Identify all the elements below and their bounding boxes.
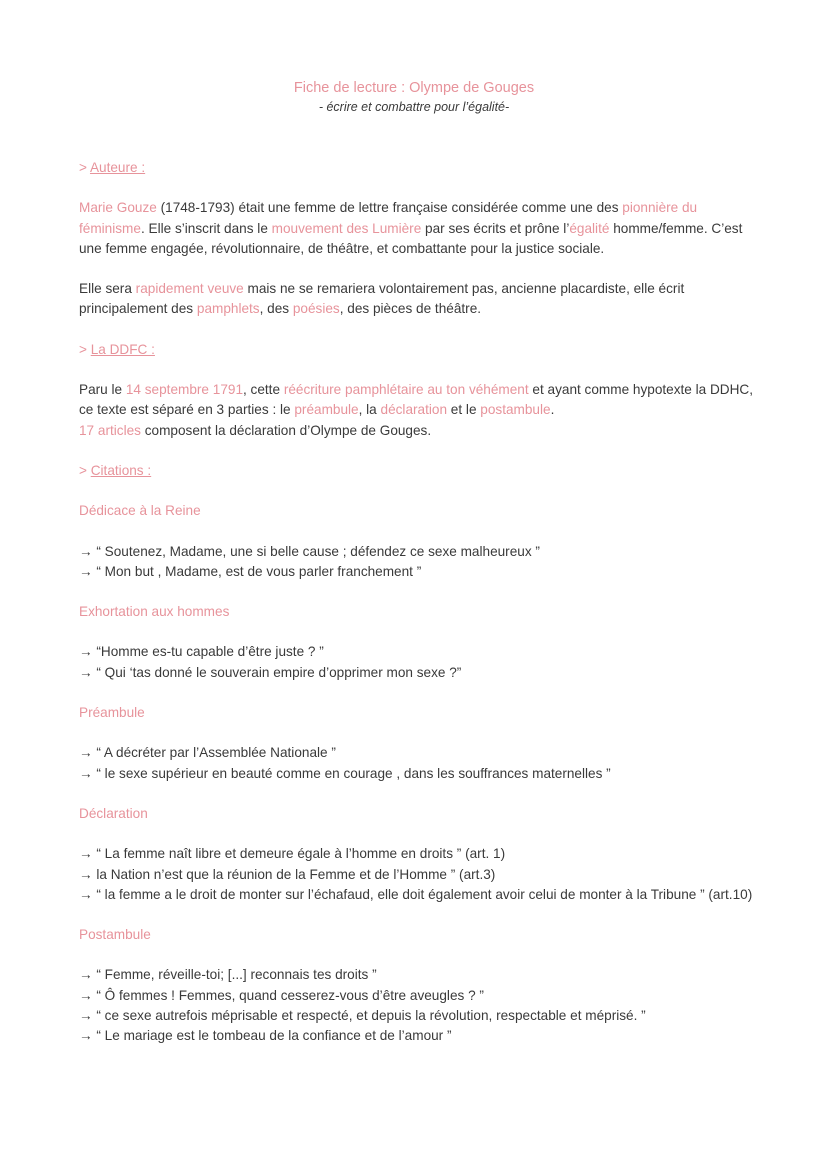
highlight: pamphlets [196, 301, 260, 317]
text-run: par ses écrits et prône l’ [421, 220, 570, 236]
highlight: mouvement des Lumière [271, 220, 422, 236]
text-run: homme/femme. C’est une femme engagée, révolutionnaire, de théâtre, et combattante pour la justice sociale. [79, 220, 743, 256]
text-run: Elle sera [79, 281, 136, 297]
highlight: pionnière du féminisme [79, 200, 698, 236]
page-subtitle: - écrire et combattre pour l’égalité- [318, 100, 510, 114]
text-run: , des [259, 301, 293, 317]
section-heading-auteure [79, 158, 759, 178]
text-run: . [550, 402, 555, 418]
text-run: , des pièces de théâtre. [339, 301, 482, 317]
highlight: rapidement veuve [135, 281, 244, 297]
text-run: (1748-1793) était une femme de lettre française considérée comme une des [156, 200, 623, 216]
quote-item: → “ le sexe supérieur en beauté comme en courage , dans les souffrances maternelles ” [79, 765, 611, 781]
quote-item: → “ A décréter par l’Assemblée Nationale ” [79, 745, 336, 761]
quote-item: → “ ce sexe autrefois méprisable et respecté, et depuis la révolution, respectable et méprisé. ” [79, 1008, 646, 1024]
citation-section-dedicace [79, 501, 759, 582]
heading-prefix: > [79, 160, 90, 175]
citation-category-title: Dédicace à la Reine [79, 503, 201, 519]
text-run: et le [447, 402, 481, 418]
highlight: 14 septembre 1791 [125, 382, 243, 398]
auteure-paragraph-1 [79, 198, 759, 259]
heading-label: Citations : [90, 462, 152, 478]
highlight: 17 articles [79, 422, 141, 438]
ddfc-paragraph [79, 380, 759, 441]
text-run: Paru le [79, 382, 126, 398]
quote-item: → “ la femme a le droit de monter sur l’échafaud, elle doit également avoir celui de monter à la Tribune ” (art.10) [79, 886, 753, 902]
quote-item: → “ Ô femmes ! Femmes, quand cesserez-vous d’être aveugles ? ” [79, 987, 484, 1003]
quote-item: → la Nation n’est que la réunion de la Femme et de l’Homme ” (art.3) [79, 866, 496, 882]
auteure-paragraph-2 [79, 279, 759, 320]
highlight: déclaration [380, 402, 448, 418]
document-body [79, 158, 759, 1047]
text-run: , la [358, 402, 381, 418]
heading-label: Auteure : [89, 160, 146, 175]
header [0, 80, 828, 114]
highlight: postambule [480, 402, 551, 418]
text-run: mais ne se remariera volontairement pas, ancienne placardiste, elle écrit principalement des [79, 281, 685, 317]
quote-item: → “ Mon but , Madame, est de vous parler franchement ” [79, 563, 422, 579]
citation-category-title: Postambule [79, 927, 151, 943]
citation-category-title: Exhortation aux hommes [79, 604, 230, 620]
quote-item: → “ La femme naît libre et demeure égale à l’homme en droits ” (art. 1) [79, 846, 506, 862]
quote-item: → “ Soutenez, Madame, une si belle cause ; défendez ce sexe malheureux ” [79, 543, 540, 559]
citation-category-title: Préambule [79, 705, 145, 721]
citation-section-postambule [79, 925, 759, 1046]
section-heading-ddfc [79, 340, 759, 360]
section-heading-citations [79, 461, 759, 481]
quote-item: → “ Femme, réveille-toi; [...] reconnais tes droits ” [79, 967, 377, 983]
highlight: préambule [294, 402, 359, 418]
text-run: , cette [243, 382, 284, 398]
text-run: . Elle s’inscrit dans le [140, 220, 272, 236]
text-run: et ayant comme hypotexte la DDHC, ce texte est séparé en 3 parties : le [79, 382, 754, 418]
quote-item: → “Homme es-tu capable d’être juste ? ” [79, 644, 324, 660]
quote-item: → “ Le mariage est le tombeau de la confiance et de l’amour ” [79, 1028, 452, 1044]
heading-prefix: > [79, 341, 91, 357]
highlight: poésies [292, 301, 340, 317]
highlight-name: Marie Gouze [79, 200, 157, 216]
highlight: égalité [569, 220, 610, 236]
highlight: réécriture pamphlétaire au ton véhément [283, 382, 529, 398]
text-run: composent la déclaration d’Olympe de Gouges. [140, 422, 432, 438]
heading-label: La DDFC : [90, 341, 155, 357]
citation-section-declaration [79, 804, 759, 905]
quote-item: → “ Qui ‘tas donné le souverain empire d’opprimer mon sexe ?” [79, 664, 462, 680]
citation-section-exhortation [79, 602, 759, 683]
citation-section-preambule [79, 703, 759, 784]
heading-prefix: > [79, 462, 91, 478]
citation-category-title: Déclaration [79, 805, 148, 821]
page-title: Fiche de lecture : Olympe de Gouges [293, 80, 535, 96]
